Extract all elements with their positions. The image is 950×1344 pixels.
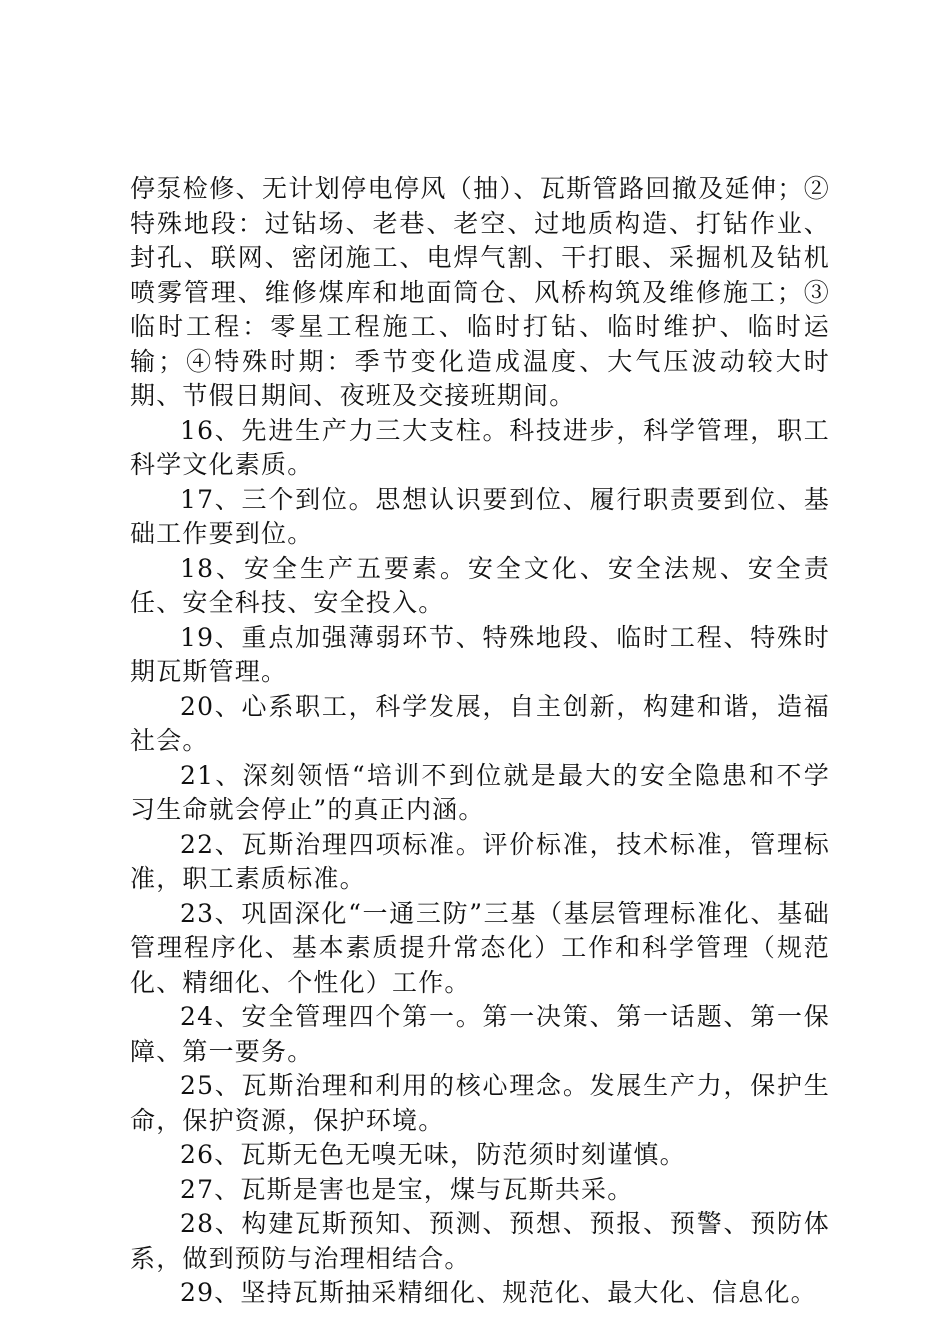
paragraph-item-29: 29、坚持瓦斯抽采精细化、规范化、最大化、信息化。 — [180, 1278, 817, 1307]
paragraph-item-17: 17、三个到位。思想认识要到位、履行职责要到位、基础工作要到位。 — [130, 484, 830, 548]
paragraph-item-20: 20、心系职工，科学发展，自主创新，构建和谐，造福社会。 — [130, 691, 830, 755]
paragraph-item-21: 21、深刻领悟“培训不到位就是最大的安全隐患和不学习生命就会停止”的真正内涵。 — [130, 760, 830, 824]
paragraph-item-27: 27、瓦斯是害也是宝，煤与瓦斯共采。 — [180, 1174, 634, 1204]
document-body — [130, 172, 830, 1311]
paragraph-item-25: 25、瓦斯治理和利用的核心理念。发展生产力，保护生命，保护资源，保护环境。 — [130, 1071, 830, 1135]
paragraph-item-22: 22、瓦斯治理四项标准。评价标准，技术标准，管理标准，职工素质标准。 — [130, 829, 830, 893]
paragraph-continuation: 停泵检修、无计划停电停风（抽）、瓦斯管路回撤及延伸；②特殊地段：过钻场、老巷、老空、过地质构造、打钻作业、封孔、联网、密闭施工、电焊气割、干打眼、采掘机及钻机喷雾管理、维修煤库和地面筒仓、风桥构筑及维修施工；③临时工程：零星工程施工、临时打钻、临时维护、临时运输；④特殊时期：季节变化造成温度、大气压波动较大时期、节假日期间、夜班及交接班期间。 — [130, 174, 830, 410]
paragraph-item-23: 23、巩固深化“一通三防”三基（基层管理标准化、基础管理程序化、基本素质提升常态化）工作和科学管理（规范化、精细化、个性化）工作。 — [130, 898, 830, 997]
paragraph-item-24: 24、安全管理四个第一。第一决策、第一话题、第一保障、第一要务。 — [130, 1002, 830, 1066]
paragraph-item-16: 16、先进生产力三大支柱。科技进步，科学管理，职工科学文化素质。 — [130, 415, 830, 479]
paragraph-item-18: 18、安全生产五要素。安全文化、安全法规、安全责任、安全科技、安全投入。 — [130, 553, 830, 617]
paragraph-item-28: 28、构建瓦斯预知、预测、预想、预报、预警、预防体系，做到预防与治理相结合。 — [130, 1209, 830, 1273]
paragraph-item-19: 19、重点加强薄弱环节、特殊地段、临时工程、特殊时期瓦斯管理。 — [130, 622, 830, 686]
paragraph-item-26: 26、瓦斯无色无嗅无味，防范须时刻谨慎。 — [180, 1140, 686, 1169]
